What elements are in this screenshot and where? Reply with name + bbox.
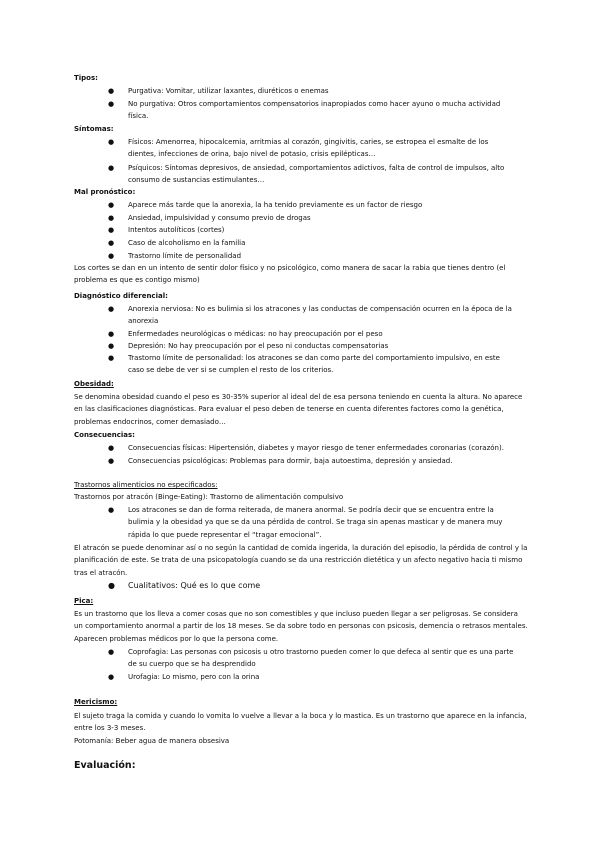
bullet-icon: ● xyxy=(108,214,115,222)
bullet-icon: ● xyxy=(108,342,115,350)
bullet-icon: ● xyxy=(108,581,115,590)
tipos-heading: Tipos: xyxy=(74,74,98,82)
cortes-paragraph: Los cortes se dan en un intento de sentir dolor físico y no psicológico, como manera de sacar la rabia que tienes dentro (el problema es que es contigo mismo) xyxy=(74,264,506,285)
list-item: ● Trastorno límite de personalidad xyxy=(108,250,518,262)
pica-heading: Pica: xyxy=(74,597,94,605)
bullet-icon: ● xyxy=(108,457,115,465)
list-item: ● Caso de alcoholismo en la familia xyxy=(108,237,518,249)
list-item: ● Psíquicos: Síntomas depresivos, de ansiedad, comportamientos adictivos, falta de control de impulsos, alto consumo de sustancias estimulantes… xyxy=(108,164,505,185)
list-item: ● Ansiedad, impulsividad y consumo previo de drogas xyxy=(108,212,518,224)
bullet-icon: ● xyxy=(108,239,115,247)
list-item: ● Trastorno límite de personalidad: los atracones se dan como parte del comportamiento impulsivo, en este caso se debe de ver si se cumplen el resto de los criterios. xyxy=(108,354,500,375)
bullet-icon: ● xyxy=(108,305,115,313)
bullet-icon: ● xyxy=(108,164,115,172)
bullet-icon: ● xyxy=(108,252,115,260)
bullet-icon: ● xyxy=(108,444,115,452)
list-item: ● Depresión: No hay preocupación por el peso ni conductas compensatorias xyxy=(108,340,518,352)
list-item: ● Los atracones se dan de forma reiterada, de manera anormal. Se podría decir que se encuentra entre la bulimia y la obesidad ya que se da una pérdida de control. Se traga sin apenas masticar y de manera muy rápida lo que puede representar el “tragar emocional”. xyxy=(108,506,503,539)
list-item: ● Urofagia: Lo mismo, pero con la orina xyxy=(108,671,518,683)
evaluacion-heading: Evaluación: xyxy=(74,760,136,771)
bullet-icon: ● xyxy=(108,138,115,146)
bullet-icon: ● xyxy=(108,100,115,108)
atracon-paragraph: El atracón se puede denominar así o no según la cantidad de comida ingerida, la duración del episodio, la pérdida de control y la planificación de este. Se trata de una psicopatología cuando se da una restricción dietética y un afecto negativo hacia ti mismo tras el atracón. xyxy=(74,544,528,577)
list-item: ● Aparece más tarde que la anorexia, la ha tenido previamente es un factor de riesgo xyxy=(108,199,518,211)
bullet-icon: ● xyxy=(108,330,115,338)
obesidad-heading: Obesidad: xyxy=(74,380,114,388)
bullet-icon: ● xyxy=(108,87,115,95)
bullet-icon: ● xyxy=(108,648,115,656)
list-item: ● Cualitativos: Qué es lo que come xyxy=(108,580,518,592)
list-item: ● No purgativa: Otros comportamientos compensatorios inapropiados como hacer ayuno o mucha actividad física. xyxy=(108,100,501,121)
bullet-icon: ● xyxy=(108,354,115,362)
consecuencias-heading: Consecuencias: xyxy=(74,431,135,439)
sintomas-heading: Síntomas: xyxy=(74,125,114,133)
diagnostico-heading: Diagnóstico diferencial: xyxy=(74,292,168,300)
list-item: ● Consecuencias físicas: Hipertensión, diabetes y mayor riesgo de tener enfermedades coronarias (corazón). xyxy=(108,442,518,454)
bullet-icon: ● xyxy=(108,226,115,234)
list-item: ● Intentos autolíticos (cortes) xyxy=(108,224,518,236)
mericismo-paragraph: El sujeto traga la comida y cuando lo vomita lo vuelve a llevar a la boca y lo mastica. Es un trastorno que aparece en la infancia, entre los 3-3 meses. xyxy=(74,712,527,733)
list-item: ● Enfermedades neurológicas o médicas: no hay preocupación por el peso xyxy=(108,328,518,340)
obesidad-paragraph: Se denomina obesidad cuando el peso es 30-35% superior al ideal del de esa persona teniendo en cuenta la altura. No aparece en las clasificaciones diagnósticas. Para evaluar el peso deben de tenerse en cuenta diferentes factores como la genética, problemas endocrinos, comer demasiado… xyxy=(74,393,523,426)
trastornos-heading: Trastornos alimenticios no especificados: xyxy=(74,481,218,489)
list-item: ● Purgativa: Vomitar, utilizar laxantes, diuréticos o enemas xyxy=(108,85,518,97)
list-item: ● Coprofagia: Las personas con psicosis u otro trastorno pueden comer lo que defeca al sentir que es una parte de su cuerpo que se ha desprendido xyxy=(108,648,514,669)
bullet-icon: ● xyxy=(108,673,115,681)
bullet-icon: ● xyxy=(108,201,115,209)
list-item: ● Físicos: Amenorrea, hipocalcemia, arritmias al corazón, gingivitis, caries, se estropea el esmalte de los dientes, infecciones de orina, bajo nivel de potasio, crisis epilépticas… xyxy=(108,138,489,159)
list-item: ● Anorexia nerviosa: No es bulimia si los atracones y las conductas de compensación ocurren en la época de la anorexia xyxy=(108,305,512,326)
list-item: ● Consecuencias psicológicas: Problemas para dormir, baja autoestima, depresión y ansiedad. xyxy=(108,455,518,467)
mal-pronostico-heading: Mal pronóstico: xyxy=(74,188,136,196)
mericismo-heading: Mericismo: xyxy=(74,698,118,706)
atracon-subheading: Trastornos por atracón (Binge-Eating): Trastorno de alimentación compulsivo xyxy=(74,493,344,501)
bullet-icon: ● xyxy=(108,506,115,514)
pica-paragraph: Es un trastorno que los lleva a comer cosas que no son comestibles y que incluso pueden llegar a ser peligrosas. Se considera un comportamiento anormal a partir de los 18 meses. Se da sobre todo en personas con psicosis, demencia o retrasos mentales. Aparecen problemas médicos por lo que la persona come. xyxy=(74,610,528,643)
potomania-line: Potomanía: Beber agua de manera obsesiva xyxy=(74,737,230,745)
